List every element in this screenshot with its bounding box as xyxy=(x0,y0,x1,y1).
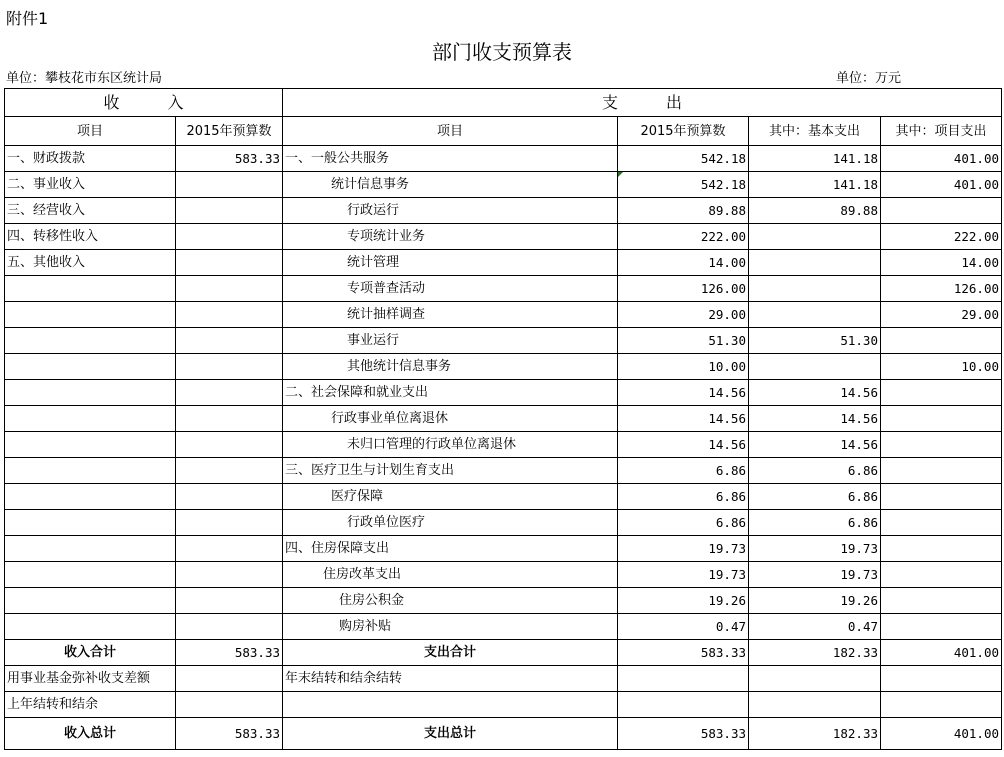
basic-expense-value xyxy=(749,302,881,328)
basic-expense-value: 14.56 xyxy=(749,406,881,432)
expense-budget-value: 14.56 xyxy=(618,432,749,458)
expense-budget-value: 29.00 xyxy=(618,302,749,328)
income-budget-value xyxy=(176,510,283,536)
expense-item: 统计管理 xyxy=(283,250,618,276)
project-expense-value xyxy=(881,432,1002,458)
basic-expense-value xyxy=(749,224,881,250)
col-expense-item: 项目 xyxy=(283,117,618,146)
expense-budget-value: 542.18 xyxy=(618,172,749,198)
income-item xyxy=(5,380,176,406)
expense-total-label: 支出总计 xyxy=(283,718,618,750)
basic-expense-value: 141.18 xyxy=(749,146,881,172)
attachment-label: 附件1 xyxy=(6,9,49,28)
expense-budget-value: 14.56 xyxy=(618,380,749,406)
project-expense-value xyxy=(881,406,1002,432)
income-total-label: 收入总计 xyxy=(5,718,176,750)
expense-item: 行政运行 xyxy=(283,198,618,224)
unit-currency: 单位：万元 xyxy=(836,71,902,86)
col-income-budget: 2015年预算数 xyxy=(176,117,283,146)
expense-budget-value: 14.00 xyxy=(618,250,749,276)
col-basic-expense: 其中：基本支出 xyxy=(749,117,881,146)
project-expense-value xyxy=(881,536,1002,562)
col-income-item: 项目 xyxy=(5,117,176,146)
extra-row xyxy=(5,666,1002,692)
income-item xyxy=(5,536,176,562)
expense-budget-value: 89.88 xyxy=(618,198,749,224)
income-budget-value xyxy=(176,484,283,510)
project-expense-value xyxy=(881,588,1002,614)
basic-expense-value: 141.18 xyxy=(749,172,881,198)
table-row xyxy=(5,614,1002,640)
expense-item: 医疗保障 xyxy=(283,484,618,510)
basic-expense-value: 6.86 xyxy=(749,484,881,510)
expense-item: 统计抽样调查 xyxy=(283,302,618,328)
income-budget-value xyxy=(176,276,283,302)
total-row xyxy=(5,718,1002,750)
table-row xyxy=(5,250,1002,276)
project-expense-value xyxy=(881,614,1002,640)
table-row xyxy=(5,406,1002,432)
expense-budget-value: 51.30 xyxy=(618,328,749,354)
expense-item: 购房补贴 xyxy=(283,614,618,640)
project-expense-value xyxy=(881,198,1002,224)
expense-budget-value: 19.73 xyxy=(618,562,749,588)
income-item xyxy=(5,302,176,328)
table-row xyxy=(5,172,1002,198)
project-expense-value xyxy=(881,510,1002,536)
expense-budget-value: 126.00 xyxy=(618,276,749,302)
expense-budget-value: 14.56 xyxy=(618,406,749,432)
income-budget-value xyxy=(176,536,283,562)
budget-table xyxy=(4,88,1002,750)
expense-budget-value: 6.86 xyxy=(618,484,749,510)
basic-expense-value: 6.86 xyxy=(749,510,881,536)
basic-expense-value: 14.56 xyxy=(749,432,881,458)
expense-item: 住房改革支出 xyxy=(283,562,618,588)
income-item xyxy=(5,354,176,380)
project-expense-value: 126.00 xyxy=(881,276,1002,302)
expense-extra-item: 年末结转和结余结转 xyxy=(283,666,618,692)
table-row xyxy=(5,328,1002,354)
income-extra-item: 用事业基金弥补收支差额 xyxy=(5,666,176,692)
basic-expense-value: 14.56 xyxy=(749,380,881,406)
basic-expense-value: 19.73 xyxy=(749,536,881,562)
table-column-header xyxy=(5,117,1002,146)
subtotal-row xyxy=(5,640,1002,666)
project-expense-value: 10.00 xyxy=(881,354,1002,380)
income-total-value: 583.33 xyxy=(176,718,283,750)
income-budget-value xyxy=(176,354,283,380)
expense-item: 行政单位医疗 xyxy=(283,510,618,536)
project-expense-value: 401.00 xyxy=(881,172,1002,198)
expense-subtotal-value: 583.33 xyxy=(618,640,749,666)
expense-item: 专项统计业务 xyxy=(283,224,618,250)
basic-expense-value xyxy=(749,250,881,276)
income-subtotal-label: 收入合计 xyxy=(5,640,176,666)
income-budget-value xyxy=(176,172,283,198)
project-expense-value xyxy=(881,562,1002,588)
income-item xyxy=(5,562,176,588)
table-row xyxy=(5,562,1002,588)
project-expense-value: 401.00 xyxy=(881,146,1002,172)
expense-budget-value: 542.18 xyxy=(618,146,749,172)
income-budget-value xyxy=(176,198,283,224)
expense-subtotal-label: 支出合计 xyxy=(283,640,618,666)
basic-expense-value xyxy=(749,276,881,302)
expense-budget-value: 6.86 xyxy=(618,458,749,484)
project-expense-value xyxy=(881,458,1002,484)
expense-item: 其他统计信息事务 xyxy=(283,354,618,380)
table-row xyxy=(5,198,1002,224)
income-group-header: 收 入 xyxy=(5,89,283,117)
expense-budget-value: 19.73 xyxy=(618,536,749,562)
cell-comment-marker xyxy=(618,172,623,177)
income-item: 二、事业收入 xyxy=(5,172,176,198)
income-item xyxy=(5,328,176,354)
basic-expense-value: 19.73 xyxy=(749,562,881,588)
expense-item: 一、一般公共服务 xyxy=(283,146,618,172)
expense-item: 事业运行 xyxy=(283,328,618,354)
basic-expense-value: 19.26 xyxy=(749,588,881,614)
table-group-header xyxy=(5,89,1002,117)
unit-department: 单位：攀枝花市东区统计局 xyxy=(6,71,163,86)
basic-subtotal-value: 182.33 xyxy=(749,640,881,666)
table-row xyxy=(5,510,1002,536)
income-budget-value xyxy=(176,432,283,458)
table-row xyxy=(5,302,1002,328)
table-row xyxy=(5,536,1002,562)
project-expense-value: 29.00 xyxy=(881,302,1002,328)
table-row xyxy=(5,432,1002,458)
project-total-value: 401.00 xyxy=(881,718,1002,750)
basic-expense-value xyxy=(749,354,881,380)
expense-budget-value: 19.26 xyxy=(618,588,749,614)
expense-item: 二、社会保障和就业支出 xyxy=(283,380,618,406)
income-budget-value xyxy=(176,328,283,354)
income-budget-value xyxy=(176,406,283,432)
income-budget-value xyxy=(176,302,283,328)
table-row xyxy=(5,458,1002,484)
income-subtotal-value: 583.33 xyxy=(176,640,283,666)
table-row xyxy=(5,276,1002,302)
income-item xyxy=(5,432,176,458)
project-expense-value xyxy=(881,484,1002,510)
income-item xyxy=(5,484,176,510)
expense-budget-value: 6.86 xyxy=(618,510,749,536)
expense-total-value: 583.33 xyxy=(618,718,749,750)
income-budget-value: 583.33 xyxy=(176,146,283,172)
income-item xyxy=(5,458,176,484)
income-item xyxy=(5,588,176,614)
table-row xyxy=(5,588,1002,614)
table-row xyxy=(5,224,1002,250)
table-row xyxy=(5,354,1002,380)
project-expense-value xyxy=(881,328,1002,354)
project-subtotal-value: 401.00 xyxy=(881,640,1002,666)
income-item xyxy=(5,406,176,432)
table-row xyxy=(5,484,1002,510)
expense-budget-value: 10.00 xyxy=(618,354,749,380)
income-budget-value xyxy=(176,250,283,276)
basic-expense-value: 51.30 xyxy=(749,328,881,354)
expense-item: 行政事业单位离退休 xyxy=(283,406,618,432)
income-item xyxy=(5,614,176,640)
income-budget-value xyxy=(176,224,283,250)
expense-item: 三、医疗卫生与计划生育支出 xyxy=(283,458,618,484)
basic-expense-value: 0.47 xyxy=(749,614,881,640)
project-expense-value: 222.00 xyxy=(881,224,1002,250)
income-item xyxy=(5,276,176,302)
table-row xyxy=(5,146,1002,172)
expense-budget-value: 0.47 xyxy=(618,614,749,640)
extra-row xyxy=(5,692,1002,718)
income-budget-value xyxy=(176,380,283,406)
expense-item: 四、住房保障支出 xyxy=(283,536,618,562)
expense-item: 未归口管理的行政单位离退休 xyxy=(283,432,618,458)
expense-item: 统计信息事务 xyxy=(283,172,618,198)
income-item: 一、财政拨款 xyxy=(5,146,176,172)
income-item: 四、转移性收入 xyxy=(5,224,176,250)
expense-item: 专项普查活动 xyxy=(283,276,618,302)
expense-budget-value: 222.00 xyxy=(618,224,749,250)
income-item: 五、其他收入 xyxy=(5,250,176,276)
page-title: 部门收支预算表 xyxy=(432,40,572,64)
project-expense-value xyxy=(881,380,1002,406)
income-extra-item: 上年结转和结余 xyxy=(5,692,176,718)
basic-expense-value: 6.86 xyxy=(749,458,881,484)
basic-total-value: 182.33 xyxy=(749,718,881,750)
project-expense-value: 14.00 xyxy=(881,250,1002,276)
income-item xyxy=(5,510,176,536)
expense-item: 住房公积金 xyxy=(283,588,618,614)
income-budget-value xyxy=(176,614,283,640)
income-budget-value xyxy=(176,562,283,588)
col-expense-budget: 2015年预算数 xyxy=(618,117,749,146)
income-item: 三、经营收入 xyxy=(5,198,176,224)
expense-group-header: 支 出 xyxy=(283,89,1002,117)
table-row xyxy=(5,380,1002,406)
income-budget-value xyxy=(176,458,283,484)
basic-expense-value: 89.88 xyxy=(749,198,881,224)
col-project-expense: 其中：项目支出 xyxy=(881,117,1002,146)
income-budget-value xyxy=(176,588,283,614)
